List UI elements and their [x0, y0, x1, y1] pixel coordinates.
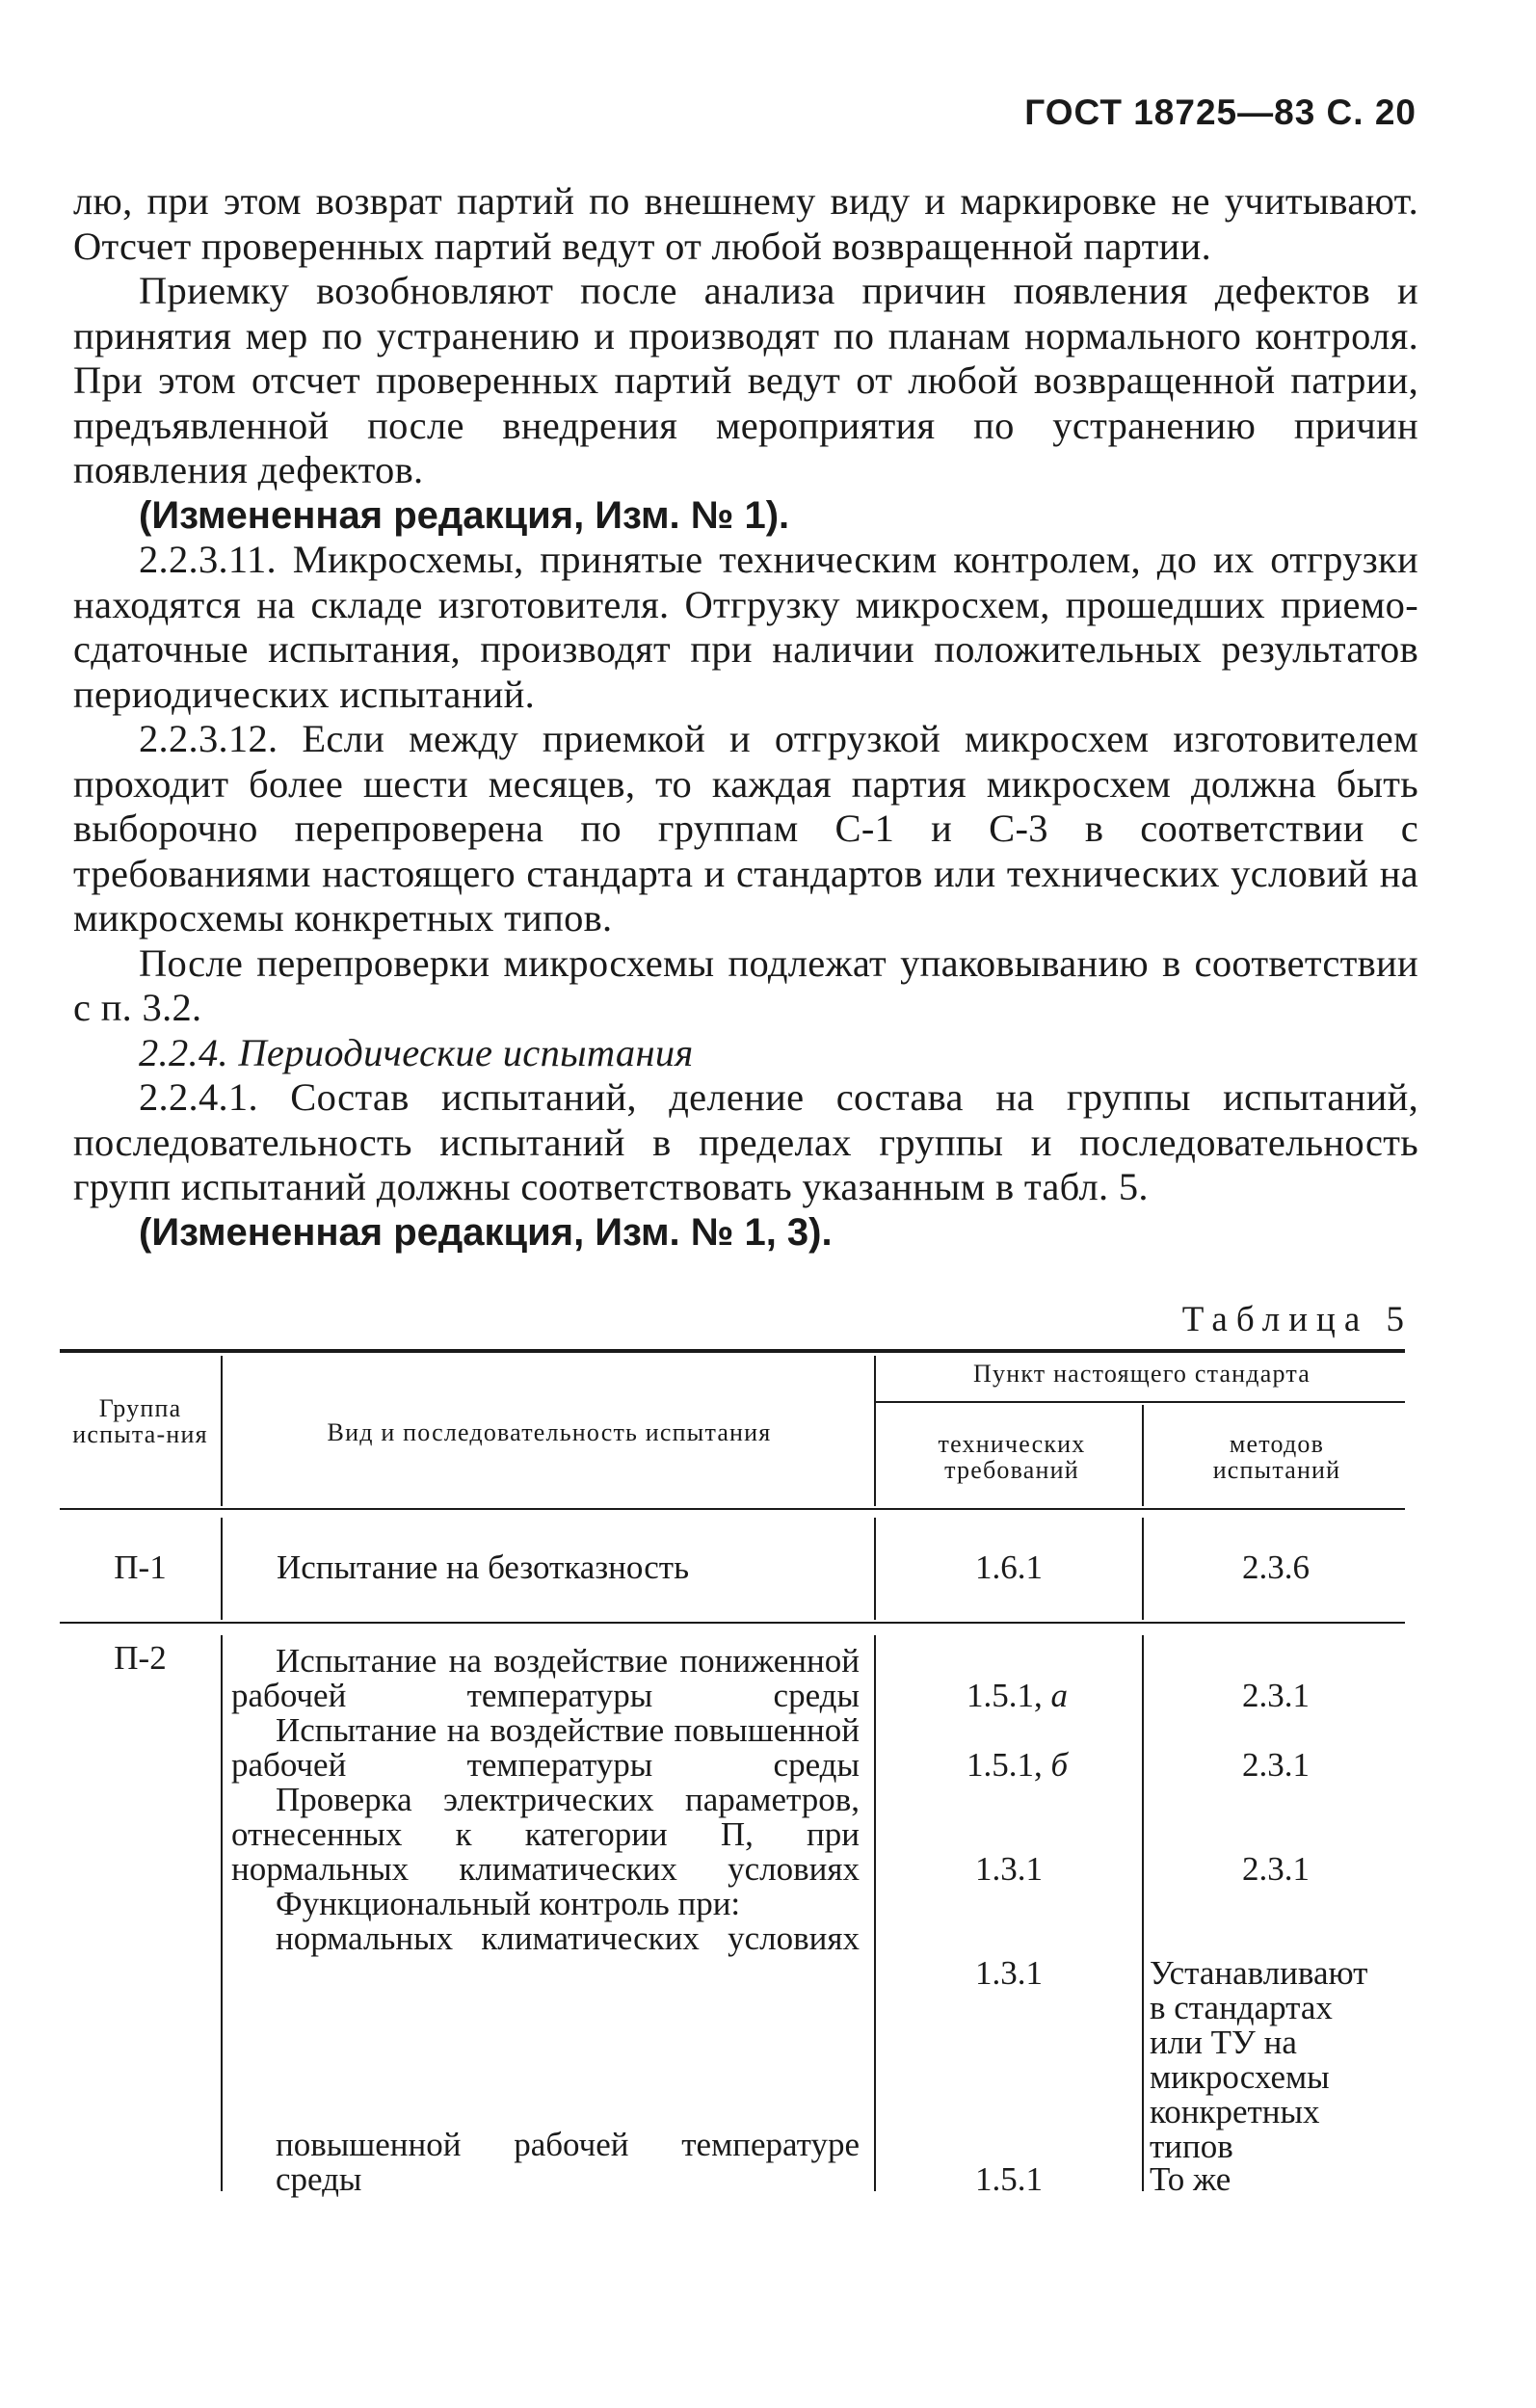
- clause-2-2-4-1: 2.2.4.1. Состав испытаний, деление состава на группы испытаний, последовательность испытаний в пределах группы и последовательность групп испытаний должны соответствовать указанным в табл. 5.: [73, 1075, 1418, 1208]
- test-description: нормальных климатических условиях: [276, 1919, 860, 1957]
- method-clause: 2.3.1: [1242, 1746, 1310, 1784]
- tech-clause: 1.6.1: [975, 1548, 1043, 1586]
- tech-clause: [967, 1679, 1068, 1713]
- column-divider: [874, 1356, 876, 1506]
- paragraph: После перепроверки микросхемы подлежат упаковыванию в соответствии с п. 3.2.: [73, 940, 1418, 1029]
- test-description: повышенной рабочей температуре среды: [276, 2126, 860, 2198]
- test-description: Проверка электрических параметров, отнесенных к категории П, при нормальных климатических условиях: [231, 1781, 860, 1888]
- column-divider: [1142, 1518, 1144, 1620]
- tech-clause: 1.3.1: [975, 1850, 1043, 1888]
- column-divider: [874, 1518, 876, 1620]
- clause-2-2-3-12: 2.2.3.12. Если между приемкой и отгрузкой микросхем изготовителем проходит более шести месяцев, то каждая партия микросхем должна быть выборочно перепроверена по группам С-1 и С-3 в соответствии с требованиями настоящего стандарта и стандартов или технических условий на микросхемы конкретных типов.: [73, 717, 1418, 939]
- header-group: Группа испыта-ния: [72, 1394, 208, 1448]
- tech-clause-number: 1.5.1,: [967, 1677, 1043, 1714]
- row-separator: [60, 1622, 1405, 1624]
- header-bottom-rule: [60, 1508, 1405, 1510]
- column-divider: [874, 1635, 876, 2191]
- tech-clause: 1.5.1: [975, 2160, 1043, 2198]
- header-sub-rule: [874, 1401, 1405, 1403]
- column-divider: [221, 1356, 223, 1506]
- method-clause: 2.3.1: [1242, 1677, 1310, 1714]
- test-description: Испытание на воздействие пониженной рабочей температуры среды: [231, 1642, 860, 1714]
- amendment-note: (Измененная редакция, Изм. № 1).: [139, 493, 790, 537]
- test-description: Функциональный контроль при:: [276, 1885, 741, 1922]
- group-cell: П-2: [114, 1639, 167, 1677]
- clause-2-2-3-11: 2.2.3.11. Микросхемы, принятые техническим контролем, до их отгрузки находятся на складе изготовителя. Отгрузку микросхем, прошедших приемо-сдаточные испытания, производят при наличии положительных результатов периодических испытаний.: [73, 538, 1418, 716]
- method-clause: 2.3.1: [1242, 1850, 1310, 1888]
- header-kind: Вид и последовательность испытания: [327, 1418, 772, 1446]
- test-description: Испытание на безотказность: [277, 1548, 690, 1586]
- table-top-rule: [60, 1349, 1405, 1353]
- column-divider: [221, 1518, 223, 1620]
- paragraph: лю, при этом возврат партий по внешнему виду и маркировке не учитывают. Отсчет проверенных партий ведут от любой возвращенной партии.: [73, 179, 1418, 268]
- method-clause: 2.3.6: [1242, 1548, 1310, 1586]
- header-clause: Пункт настоящего стандарта: [973, 1360, 1311, 1388]
- section-heading-periodic-tests: 2.2.4. Периодические испытания: [139, 1030, 694, 1074]
- column-divider: [1142, 1405, 1144, 1506]
- tech-clause-letter: а: [1050, 1677, 1068, 1714]
- page-header: ГОСТ 18725—83 С. 20: [1024, 93, 1417, 132]
- body-text: [73, 179, 1418, 1255]
- header-methods: методов испытаний: [1212, 1430, 1341, 1484]
- paragraph: Приемку возобновляют после анализа причин появления дефектов и принятия мер по устранению и производят по планам нормального контроля. При этом отсчет проверенных партий ведут от любой возвращенной патрии, предъявленной после внедрения мероприятия по устранению причин появления дефектов.: [73, 269, 1418, 491]
- tech-clause-letter: б: [1050, 1746, 1069, 1784]
- header-tech: технических требований: [938, 1430, 1086, 1484]
- group-cell: П-1: [114, 1548, 167, 1586]
- column-divider: [221, 1635, 223, 2191]
- method-clause: То же: [1150, 2160, 1231, 2198]
- tech-clause: 1.3.1: [975, 1954, 1043, 1992]
- column-divider: [1142, 1635, 1144, 2191]
- tech-clause-number: 1.5.1,: [967, 1746, 1043, 1784]
- test-description: Испытание на воздействие повышенной рабочей температуры среды: [231, 1711, 860, 1784]
- amendment-note: (Измененная редакция, Изм. № 1, 3).: [139, 1210, 833, 1254]
- table-title: Таблица 5: [1181, 1300, 1413, 1339]
- method-clause: Устанавливают в стандартах или ТУ на микросхемы конкретных типов: [1150, 1954, 1368, 2165]
- tech-clause: [967, 1748, 1068, 1783]
